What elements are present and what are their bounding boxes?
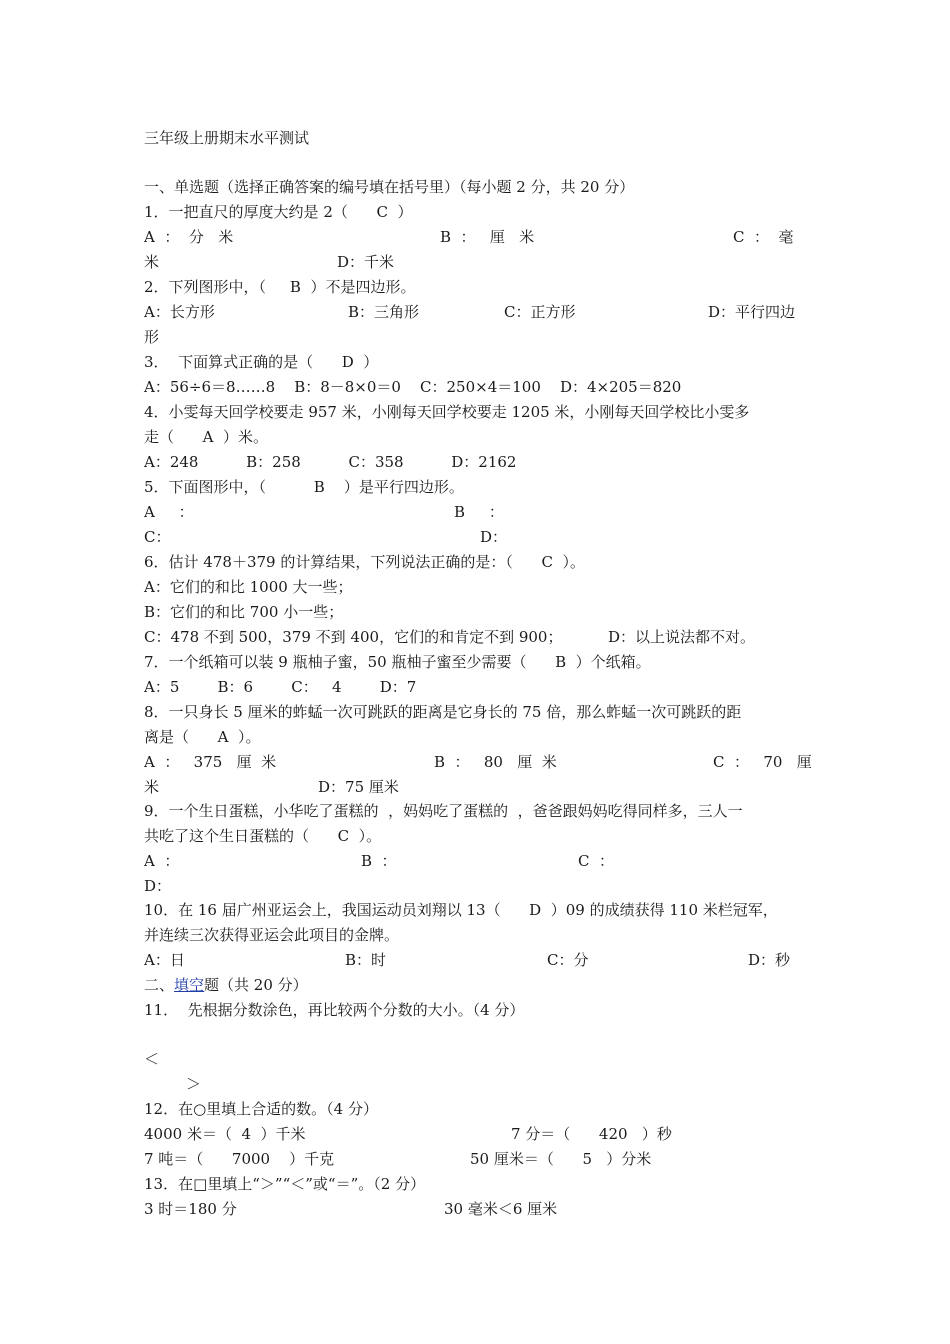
q12-item-d: 50 厘米＝（ 5 ）分米 <box>470 1150 652 1168</box>
q8-option-b: B ： 80 厘 米 <box>434 753 557 771</box>
q11-stem: 11． 先根据分数涂色，再比较两个分数的大小。（4 分） <box>144 1001 525 1019</box>
q2-option-d: D：平行四边 <box>708 303 796 321</box>
q4-stem: 4．小雯每天回学校要走 957 米，小刚每天回学校要走 1205 米，小刚每天回学校比小雯多 <box>144 403 750 421</box>
q2-option-b: B：三角形 <box>348 303 420 321</box>
q2-option-d-cont: 形 <box>144 328 160 346</box>
fill-in-blank-link[interactable]: 填空 <box>174 976 205 994</box>
q8-stem: 8．一只身长 5 厘米的蚱蜢一次可跳跃的距离是它身长的 75 倍，那么蚱蜢一次可跳跃的距 <box>144 703 742 721</box>
q7-stem: 7．一个纸箱可以装 9 瓶柚子蜜，50 瓶柚子蜜至少需要（ B ）个纸箱。 <box>144 653 651 671</box>
section2-heading-suffix: 题（共 20 分） <box>204 976 308 994</box>
q2-option-a: A：长方形 <box>144 303 215 321</box>
q5-option-b: B ： <box>454 503 504 521</box>
q5-option-a: A ： <box>144 503 194 521</box>
q8-option-d: D：75 厘米 <box>318 778 399 796</box>
greater-than-sign: ＞ <box>186 1075 202 1093</box>
section2-heading-prefix: 二、 <box>144 976 175 994</box>
q12-item-b: 7 分＝（ 420 ）秒 <box>511 1125 672 1143</box>
section2-heading <box>144 975 308 995</box>
q4-stem-cont: 走（ A ）米。 <box>144 428 268 446</box>
q6-option-a: A：它们的和比 1000 大一些； <box>144 578 353 596</box>
q1-option-b: B ： 厘 米 <box>440 228 535 246</box>
q1-stem: 1．一把直尺的厚度大约是 2（ C ） <box>144 203 413 221</box>
q9-option-c: C ： <box>578 852 615 870</box>
q12-item-a: 4000 米＝（ 4 ）千米 <box>144 1125 306 1143</box>
q10-option-a: A：日 <box>144 951 185 969</box>
q12-stem: 12．在○里填上合适的数。（4 分） <box>144 1100 378 1118</box>
q1-option-c: C ： 毫 <box>733 228 794 246</box>
q10-stem: 10．在 16 届广州亚运会上，我国运动员刘翔以 13（ D ）09 的成绩获得 110 米栏冠军， <box>144 901 778 919</box>
q6-option-d: D：以上说法都不对。 <box>608 628 756 646</box>
q9-stem: 9．一个生日蛋糕，小华吃了蛋糕的 ，妈妈吃了蛋糕的 ，爸爸跟妈妈吃得同样多，三人一 <box>144 802 743 820</box>
q13-item-b: 30 毫米＜6 厘米 <box>444 1200 558 1218</box>
q5-option-c: C： <box>144 528 171 546</box>
q9-stem-cont: 共吃了这个生日蛋糕的（ C ）。 <box>144 827 382 845</box>
q13-item-a: 3 时＝180 分 <box>144 1200 237 1218</box>
q6-option-b: B：它们的和比 700 小一些； <box>144 603 344 621</box>
q2-stem: 2．下列图形中，（ B ）不是四边形。 <box>144 278 416 296</box>
q8-option-c: C ： 70 厘 <box>713 753 812 771</box>
q1-option-d: D：千米 <box>337 253 395 271</box>
q8-stem-cont: 离是（ A ）。 <box>144 728 261 746</box>
q6-stem: 6．估计 478＋379 的计算结果，下列说法正确的是：（ C ）。 <box>144 553 585 571</box>
q1-option-a: A ： 分 米 <box>144 228 234 246</box>
q1-option-c-cont: 米 <box>144 253 160 271</box>
q10-option-c: C：分 <box>547 951 589 969</box>
section1-heading: 一、单选题（选择正确答案的编号填在括号里）（每小题 2 分，共 20 分） <box>144 178 635 196</box>
q13-stem: 13．在□里填上“＞”“＜”或“＝”。（2 分） <box>144 1175 426 1193</box>
q6-option-c: C：478 不到 500，379 不到 400，它们的和肯定不到 900； <box>144 628 563 646</box>
q10-option-b: B：时 <box>345 951 387 969</box>
q7-options: A：5 B：6 C： 4 D：7 <box>144 678 417 696</box>
q3-options: A：56÷6＝8……8 B：8－8×0＝0 C：250×4＝100 D：4×205＝820 <box>144 378 682 396</box>
q5-option-d: D： <box>480 528 508 546</box>
q2-option-c: C：正方形 <box>504 303 576 321</box>
q9-option-a: A ： <box>144 852 180 870</box>
q9-option-d: D： <box>144 877 172 895</box>
q4-options: A：248 B：258 C：358 D：2162 <box>144 453 517 471</box>
q10-option-d: D：秒 <box>748 951 791 969</box>
q10-stem-cont: 并连续三次获得亚运会此项目的金牌。 <box>144 926 400 944</box>
q8-option-a: A ： 375 厘 米 <box>144 753 277 771</box>
q9-option-b: B ： <box>361 852 397 870</box>
q5-stem: 5．下面图形中，（ B ）是平行四边形。 <box>144 478 464 496</box>
q3-stem: 3． 下面算式正确的是（ D ） <box>144 353 379 371</box>
q8-option-c-cont: 米 <box>144 778 160 796</box>
q12-item-c: 7 吨＝（ 7000 ）千克 <box>144 1150 335 1168</box>
less-than-sign: ＜ <box>144 1050 160 1068</box>
page-title: 三年级上册期末水平测试 <box>144 129 310 147</box>
